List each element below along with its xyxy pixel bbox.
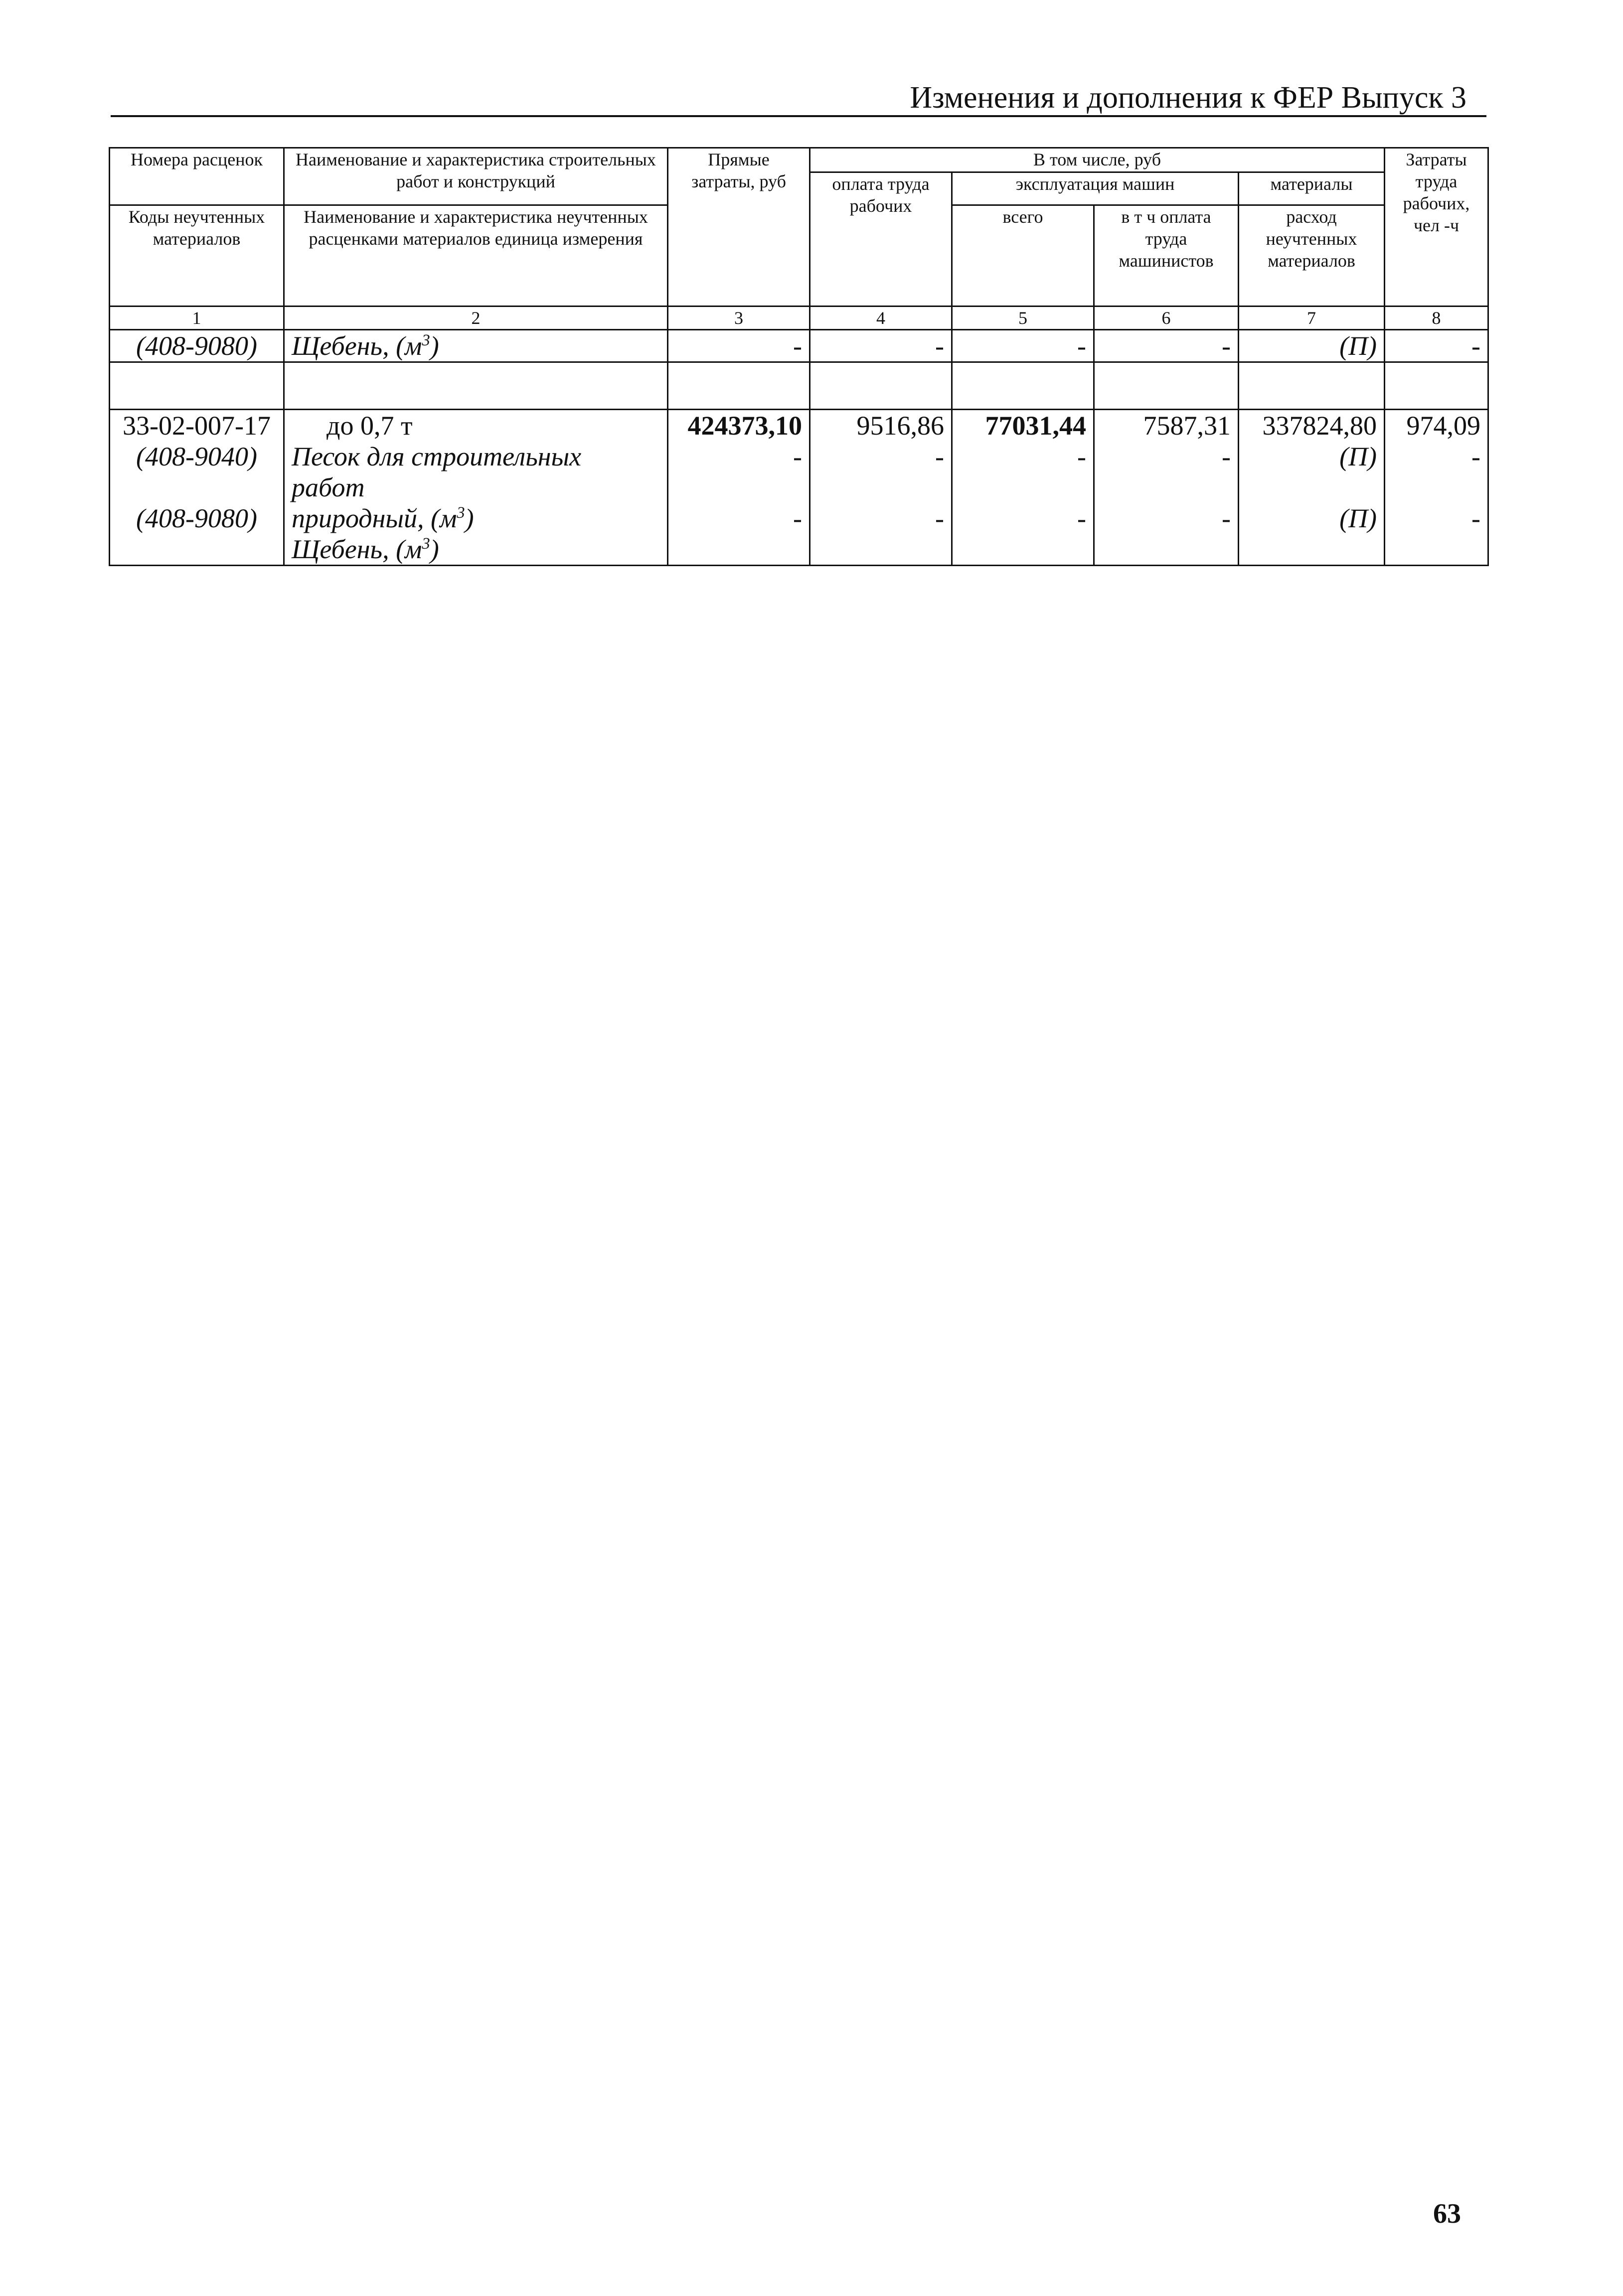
- cell-labor: -: [1385, 330, 1488, 362]
- column-numbers-row: [110, 306, 1488, 330]
- head-material-consumption: расход неучтенных материалов: [1239, 205, 1385, 306]
- cell-direct-costs: 424373,10 - -: [668, 410, 810, 566]
- head-work-name: Наименование и характеристика строительных работ и конструкций: [284, 148, 668, 205]
- material-code: (408-9080): [110, 330, 284, 362]
- cell-direct-costs: -: [668, 330, 810, 362]
- cell-operator-pay: -: [1094, 330, 1239, 362]
- col-number: 2: [284, 306, 668, 330]
- head-worker-pay: оплата труда рабочих: [810, 172, 952, 306]
- col-number: 4: [810, 306, 952, 330]
- cell-worker-pay: 9516,86 - -: [810, 410, 952, 566]
- spacer-row: [110, 362, 1488, 410]
- col-number: 6: [1094, 306, 1239, 330]
- col-number: 1: [110, 306, 284, 330]
- cell-materials: (П): [1239, 330, 1385, 362]
- head-machine-total: всего: [952, 205, 1094, 306]
- table-header-row-1: [110, 148, 1488, 172]
- head-material-codes: Коды неучтенных материалов: [110, 205, 284, 306]
- col-number: 8: [1385, 306, 1488, 330]
- rate-code: 33-02-007-17 (408-9040) (408-9080): [110, 410, 284, 566]
- cell-worker-pay: -: [810, 330, 952, 362]
- page-header: [111, 82, 1486, 117]
- table-row: [110, 330, 1488, 362]
- material-name: Щебень, $(м^3)$: [284, 330, 668, 362]
- rate-name: до 0,7 т Песок для строительных работ природный, $(м^3)$ Щебень, $(м^3)$: [284, 410, 668, 566]
- head-labor-costs: Затраты труда рабочих, чел -ч: [1385, 148, 1488, 306]
- header-title: Изменения и дополнения к ФЕР Выпуск 3: [910, 81, 1466, 115]
- rates-table: [109, 147, 1489, 566]
- head-materials: материалы: [1239, 172, 1385, 205]
- table-row-entry: [110, 410, 1488, 566]
- page-number: 63: [1433, 2198, 1461, 2229]
- head-material-name: Наименование и характеристика неучтенных расценками материалов единица измерения: [284, 205, 668, 306]
- head-operator-pay: в т ч оплата труда машинистов: [1094, 205, 1239, 306]
- head-direct-costs: Прямые затраты, руб: [668, 148, 810, 306]
- col-number: 7: [1239, 306, 1385, 330]
- cell-labor: 974,09 - -: [1385, 410, 1488, 566]
- head-rate-numbers: Номера расценок: [110, 148, 284, 205]
- col-number: 5: [952, 306, 1094, 330]
- head-including: В том числе, руб: [810, 148, 1385, 172]
- cell-operator-pay: 7587,31 - -: [1094, 410, 1239, 566]
- col-number: 3: [668, 306, 810, 330]
- head-machine-operation: эксплуатация машин: [952, 172, 1239, 205]
- cell-materials: 337824,80 (П) (П): [1239, 410, 1385, 566]
- cell-machine-total: -: [952, 330, 1094, 362]
- cell-machine-total: 77031,44 - -: [952, 410, 1094, 566]
